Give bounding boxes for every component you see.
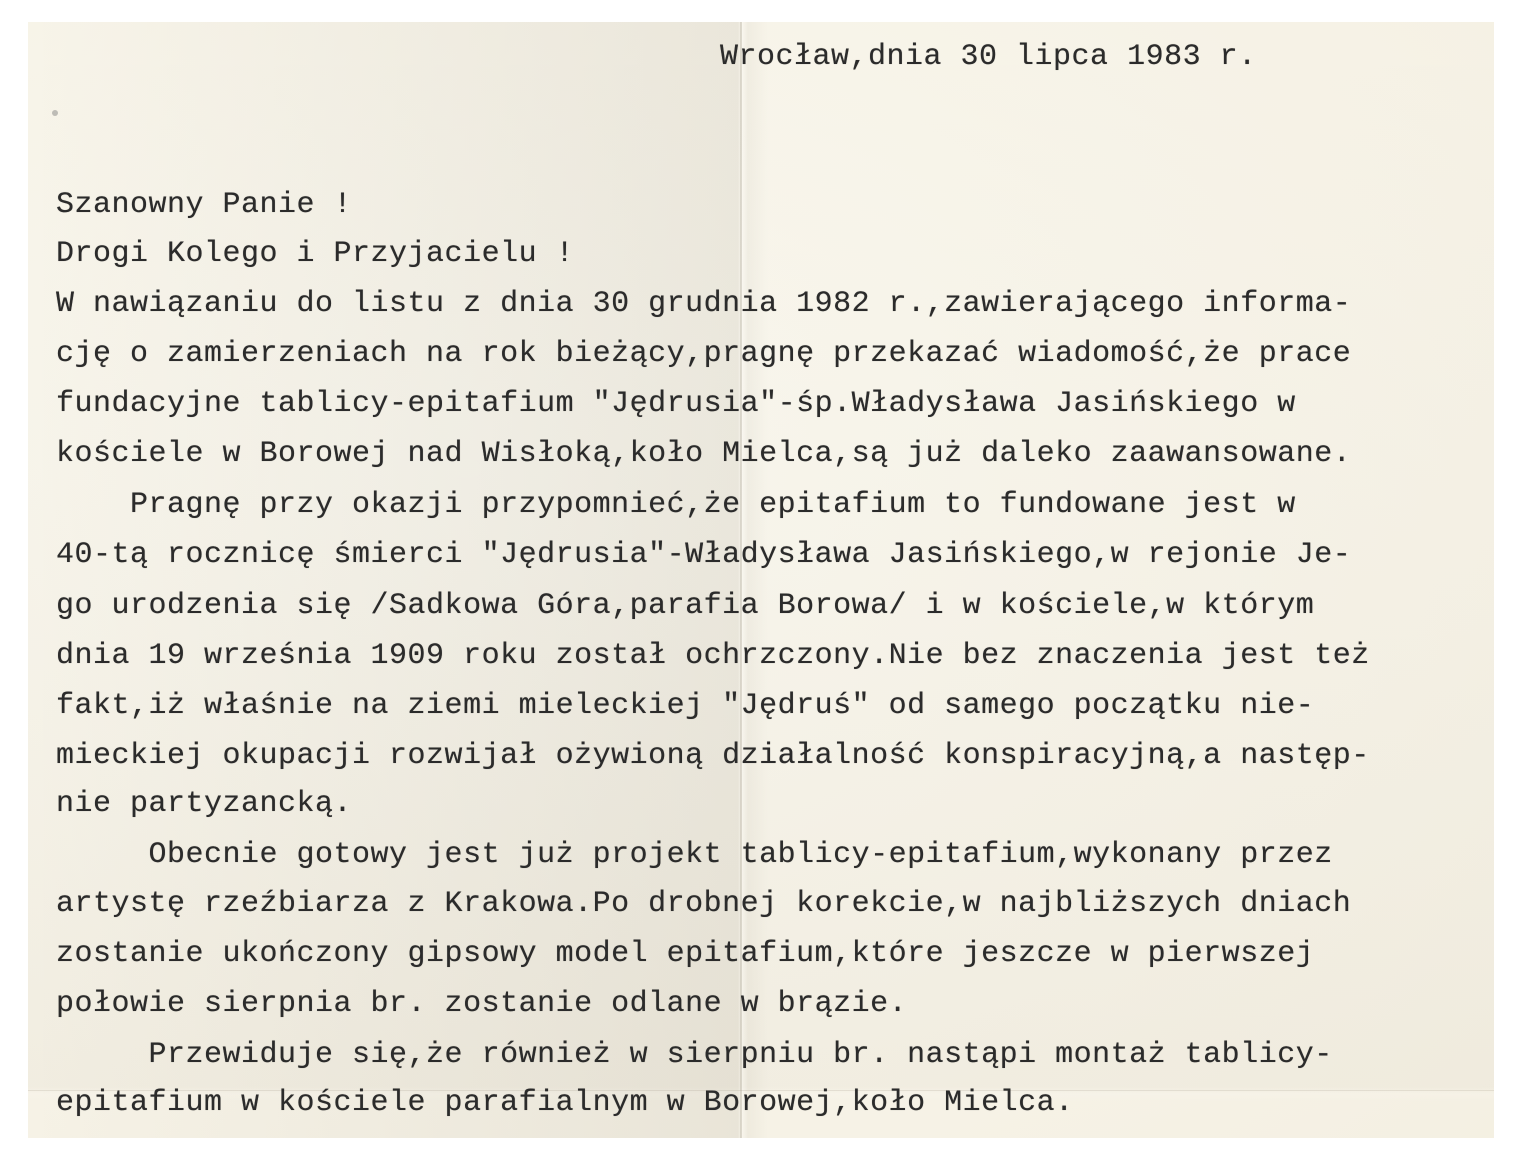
body-line: artystę rzeźbiarza z Krakowa.Po drobnej korekcie,w najbliższych dniach bbox=[56, 887, 1352, 921]
paper-speck bbox=[52, 110, 58, 116]
body-line: W nawiązaniu do listu z dnia 30 grudnia 1982 r.,zawierającego informa- bbox=[56, 287, 1352, 321]
body-line: 40-tą rocznicę śmierci "Jędrusia"-Władysława Jasińskiego,w rejonie Je- bbox=[56, 538, 1352, 572]
body-line: kościele w Borowej nad Wisłoką,koło Mielca,są już daleko zaawansowane. bbox=[56, 437, 1352, 471]
body-line: Obecnie gotowy jest już projekt tablicy-epitafium,wykonany przez bbox=[56, 838, 1333, 872]
letter-dateline: Wrocław,dnia 30 lipca 1983 r. bbox=[720, 40, 1257, 74]
body-line: cję o zamierzeniach na rok bieżący,pragnę przekazać wiadomość,że prace bbox=[56, 337, 1352, 371]
salutation-line-2: Drogi Kolego i Przyjacielu ! bbox=[56, 237, 575, 271]
body-line: zostanie ukończony gipsowy model epitafium,które jeszcze w pierwszej bbox=[56, 937, 1315, 971]
body-line: połowie sierpnia br. zostanie odlane w brązie. bbox=[56, 987, 908, 1021]
body-line: Przewiduje się,że również w sierpniu br. nastąpi montaż tablicy- bbox=[56, 1038, 1333, 1072]
body-line: epitafium w kościele parafialnym w Borowej,koło Mielca. bbox=[56, 1086, 1074, 1120]
body-line: Pragnę przy okazji przypomnieć,że epitafium to fundowane jest w bbox=[56, 488, 1296, 522]
body-line: nie partyzancką. bbox=[56, 787, 353, 821]
body-line: go urodzenia się /Sadkowa Góra,parafia Borowa/ i w kościele,w którym bbox=[56, 589, 1315, 623]
body-line: mieckiej okupacji rozwijał ożywioną działalność konspiracyjną,a następ- bbox=[56, 739, 1370, 773]
salutation-line-1: Szanowny Panie ! bbox=[56, 188, 353, 222]
body-line: dnia 19 września 1909 roku został ochrzczony.Nie bez znaczenia jest też bbox=[56, 639, 1370, 673]
body-line: fundacyjne tablicy-epitafium "Jędrusia"-śp.Władysława Jasińskiego w bbox=[56, 387, 1296, 421]
body-line: fakt,iż właśnie na ziemi mieleckiej "Jędruś" od samego początku nie- bbox=[56, 689, 1315, 723]
